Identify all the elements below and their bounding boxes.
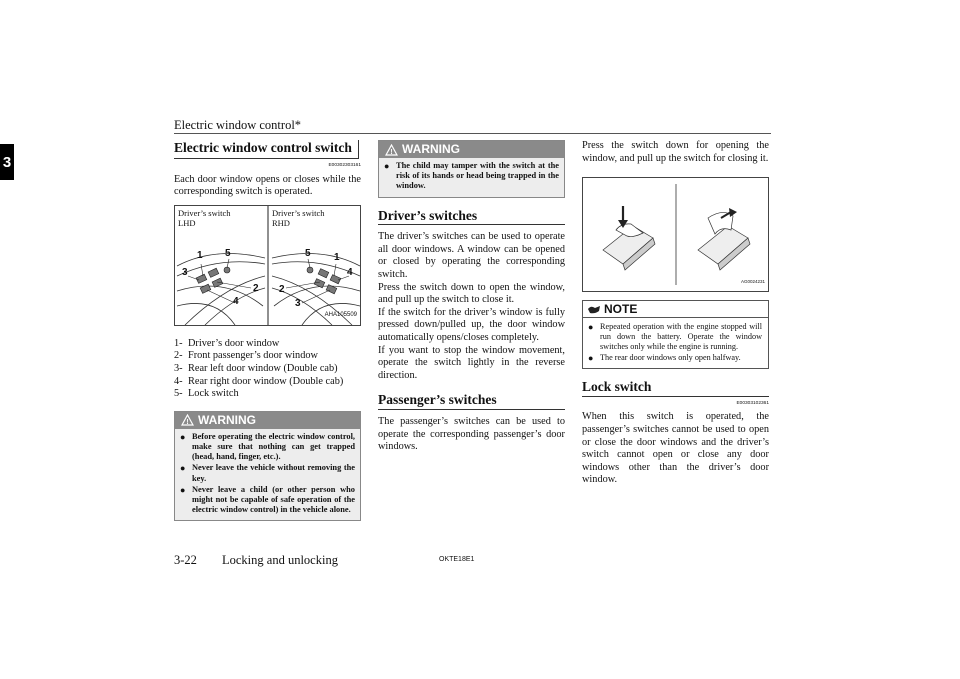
list-item: 1- Driver’s door window xyxy=(174,337,280,349)
warning-item: ● Never leave the vehicle without removing the key. xyxy=(180,463,355,483)
paragraph: The passenger’s switches can be used to operate the corresponding passenger’s door windows. xyxy=(378,415,565,453)
warning-body xyxy=(175,429,360,521)
callout-rhd-5: 5 xyxy=(305,247,311,259)
switch-operation-figure xyxy=(582,177,769,292)
warning-body xyxy=(379,158,564,197)
callout-lhd-2: 2 xyxy=(253,282,259,294)
warning-item: ● The child may tamper with the switch at the risk of its hands or head being trapped in the window. xyxy=(384,161,559,191)
warning-header: ! WARNING xyxy=(379,141,564,158)
warning-triangle-icon xyxy=(181,414,194,426)
note-body xyxy=(583,318,768,368)
figure-code: AG0024231 xyxy=(740,278,765,284)
note-header: NOTE xyxy=(583,301,768,318)
paragraph: The driver’s switches can be used to operate all door windows. A window can be opened or closed by operating the corresponding switch. xyxy=(378,231,565,280)
note-item: ● Repeated operation with the engine stopped will run down the battery. Operate the window switches only while the engine is running. xyxy=(588,322,762,352)
footer-code: OKTE18E1 xyxy=(439,556,475,563)
callout-lhd-5: 5 xyxy=(225,247,231,259)
warning-triangle-icon xyxy=(385,144,398,156)
callout-rhd-1: 1 xyxy=(334,251,340,263)
note-item: ● The rear door windows only open halfway. xyxy=(588,353,741,364)
paragraph: If the switch for the driver’s window is fully pressed down/pulled up, the door window automatically opens/closes completely. xyxy=(378,306,565,343)
column-1 xyxy=(174,140,361,521)
switch-figure xyxy=(174,205,361,326)
paragraph: If you want to stop the window movement, operate the switch lightly in the reverse direction. xyxy=(378,344,565,381)
warning-item: ● Never leave a child (or other person who might not be capable of safe operation of the electric window control) in the vehicle alone. xyxy=(180,484,355,515)
figure-label-rhd: Driver’s switch RHD xyxy=(272,207,325,228)
section-title-passengers-switches: Passenger’s switches xyxy=(378,394,565,410)
section-code: E00303102361 xyxy=(736,400,769,406)
warning-box-child xyxy=(378,140,565,198)
callout-rhd-2: 2 xyxy=(279,283,285,295)
callout-lhd-4: 4 xyxy=(233,295,239,307)
svg-text:!: ! xyxy=(186,419,189,427)
note-hand-icon xyxy=(587,303,601,315)
callout-lhd-3: 3 xyxy=(182,266,188,278)
callout-lhd-1: 1 xyxy=(197,249,203,261)
paragraph: Press the switch down to open the window, and pull up the switch to close it. xyxy=(378,281,565,306)
switch-operation-illustration xyxy=(583,178,770,291)
section-title-drivers-switches: Driver’s switches xyxy=(378,210,565,226)
header-rule xyxy=(174,133,771,134)
list-item: 5- Lock switch xyxy=(174,388,239,400)
note-box xyxy=(582,300,769,369)
svg-text:!: ! xyxy=(390,148,393,156)
paragraph: When this switch is operated, the passenger’s switches cannot be used to open or close the door windows and the driver’s switch cannot open or close any door windows other than the driver’s door window. xyxy=(582,411,769,486)
footer-section-title: Locking and unlocking xyxy=(222,553,338,567)
paragraph: Press the switch down for opening the window, and pull up the switch for closing it. xyxy=(582,140,769,164)
parts-list xyxy=(174,338,361,401)
warning-item: ● Before operating the electric window control, make sure that nothing can get trapped (head, hand, finger, etc.). xyxy=(180,431,355,462)
list-item: 4- Rear right door window (Double cab) xyxy=(174,375,344,387)
section-title-window-switch: Electric window control switch xyxy=(174,140,359,159)
figure-code: AHA105509 xyxy=(324,312,357,319)
intro-paragraph: Each door window opens or closes while the corresponding switch is operated. xyxy=(174,173,361,198)
section-code: E00302303161 xyxy=(328,163,361,168)
warning-header: ! WARNING xyxy=(175,412,360,429)
callout-rhd-3: 3 xyxy=(295,297,301,309)
chapter-tab: 3 xyxy=(0,144,14,180)
warning-box xyxy=(174,411,361,522)
running-header: Electric window control* xyxy=(174,118,302,132)
section-title-lock-switch: Lock switch xyxy=(582,381,769,397)
column-3 xyxy=(582,140,769,487)
callout-rhd-4: 4 xyxy=(347,266,353,278)
column-2 xyxy=(378,140,565,454)
list-item: 3- Rear left door window (Double cab) xyxy=(174,362,338,374)
door-switch-illustration xyxy=(175,206,362,325)
figure-label-lhd: Driver’s switch LHD xyxy=(178,207,231,228)
page-number: 3-22 xyxy=(174,553,197,567)
list-item: 2- Front passenger’s door window xyxy=(174,350,318,362)
